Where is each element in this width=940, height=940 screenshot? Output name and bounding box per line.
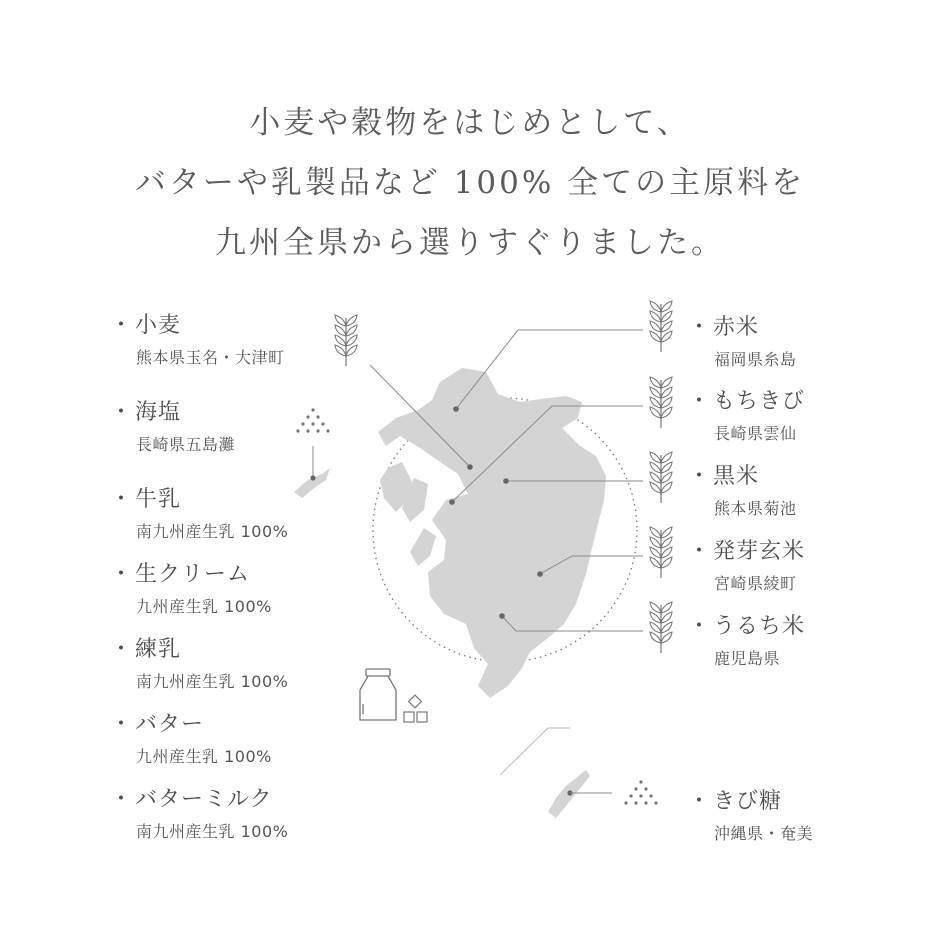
sugar-pile-icon (624, 780, 657, 804)
marker-dot (449, 499, 455, 505)
ingredient-origin: 九州産生乳 100% (136, 597, 272, 616)
kyushu-island-shape (378, 368, 606, 698)
ingredient-buttermilk (110, 782, 288, 842)
butter-cubes-icon (404, 695, 427, 722)
ingredient-kibito (688, 784, 813, 844)
ingredient-origin: 熊本県玉名・大津町 (136, 348, 285, 367)
ingredient-nama-cream (110, 557, 272, 617)
ingredient-name: ・ 小麦 (110, 308, 285, 339)
ingredient-name: ・ きび糖 (688, 784, 813, 815)
ingredient-name: ・ 生クリーム (110, 557, 272, 588)
ingredient-uruchimai (688, 609, 805, 669)
ingredient-butter (110, 707, 272, 767)
marker-dot (467, 464, 473, 470)
ingredient-origin: 福岡県糸島 (714, 350, 797, 369)
okinawa-divider-line (500, 728, 548, 775)
goto-islands-shape (294, 468, 330, 498)
ingredient-name: ・ 牛乳 (110, 482, 288, 513)
goto-marker-dot (310, 475, 315, 480)
wheat-icon (650, 452, 672, 503)
marker-dot (537, 571, 543, 577)
ingredient-akagome (688, 310, 797, 370)
ingredient-name: ・ うるち米 (688, 609, 805, 640)
ingredient-komugi (110, 308, 285, 368)
ingredient-origin: 宮崎県綾町 (714, 574, 797, 593)
ingredient-name: ・ バターミルク (110, 782, 288, 813)
ingredient-origin: 長崎県五島灘 (136, 435, 236, 454)
ingredient-origin: 九州産生乳 100% (136, 747, 272, 766)
ingredient-name: ・ 海塩 (110, 395, 235, 426)
ingredient-name: ・ 黒米 (688, 459, 797, 490)
marker-dot (503, 478, 509, 484)
ingredient-name: ・ バター (110, 707, 272, 738)
ingredient-mochikibi (688, 384, 805, 444)
ingredient-origin: 南九州産生乳 100% (136, 822, 289, 841)
ingredient-rennyu (110, 632, 288, 692)
wheat-icon (650, 377, 672, 428)
ingredient-origin: 南九州産生乳 100% (136, 522, 289, 541)
headline-line-1: 小麦や穀物をはじめとして、 (249, 105, 691, 141)
marker-dot (499, 613, 505, 619)
ingredient-name: ・ 発芽玄米 (688, 534, 805, 565)
ingredient-gyunyu (110, 482, 288, 542)
headline-line-3: 九州全県から選りすぐりました。 (215, 225, 725, 261)
ingredient-name: ・ 練乳 (110, 632, 288, 663)
wheat-icon (335, 315, 357, 366)
milk-can-icon (360, 669, 396, 720)
salt-pile-icon (296, 408, 329, 432)
ingredient-origin: 熊本県菊池 (714, 499, 797, 518)
marker-dot (453, 406, 459, 412)
headline-line-2: バターや乳製品など 100% 全ての主原料を (134, 165, 806, 201)
ingredient-origin: 鹿児島県 (714, 649, 781, 668)
ingredient-name: ・ 赤米 (688, 310, 797, 341)
ingredient-origin: 南九州産生乳 100% (136, 672, 289, 691)
wheat-icon (650, 602, 672, 653)
ingredient-kaien (110, 395, 235, 455)
ingredient-name: ・ もちきび (688, 384, 805, 415)
wheat-icon (650, 527, 672, 578)
wheat-icon (650, 301, 672, 352)
ingredient-origin: 沖縄県・奄美 (714, 824, 814, 843)
ingredient-origin: 長崎県雲仙 (714, 424, 797, 443)
ingredient-hatsuga-genmai (688, 534, 805, 594)
ingredient-kuromai (688, 459, 797, 519)
